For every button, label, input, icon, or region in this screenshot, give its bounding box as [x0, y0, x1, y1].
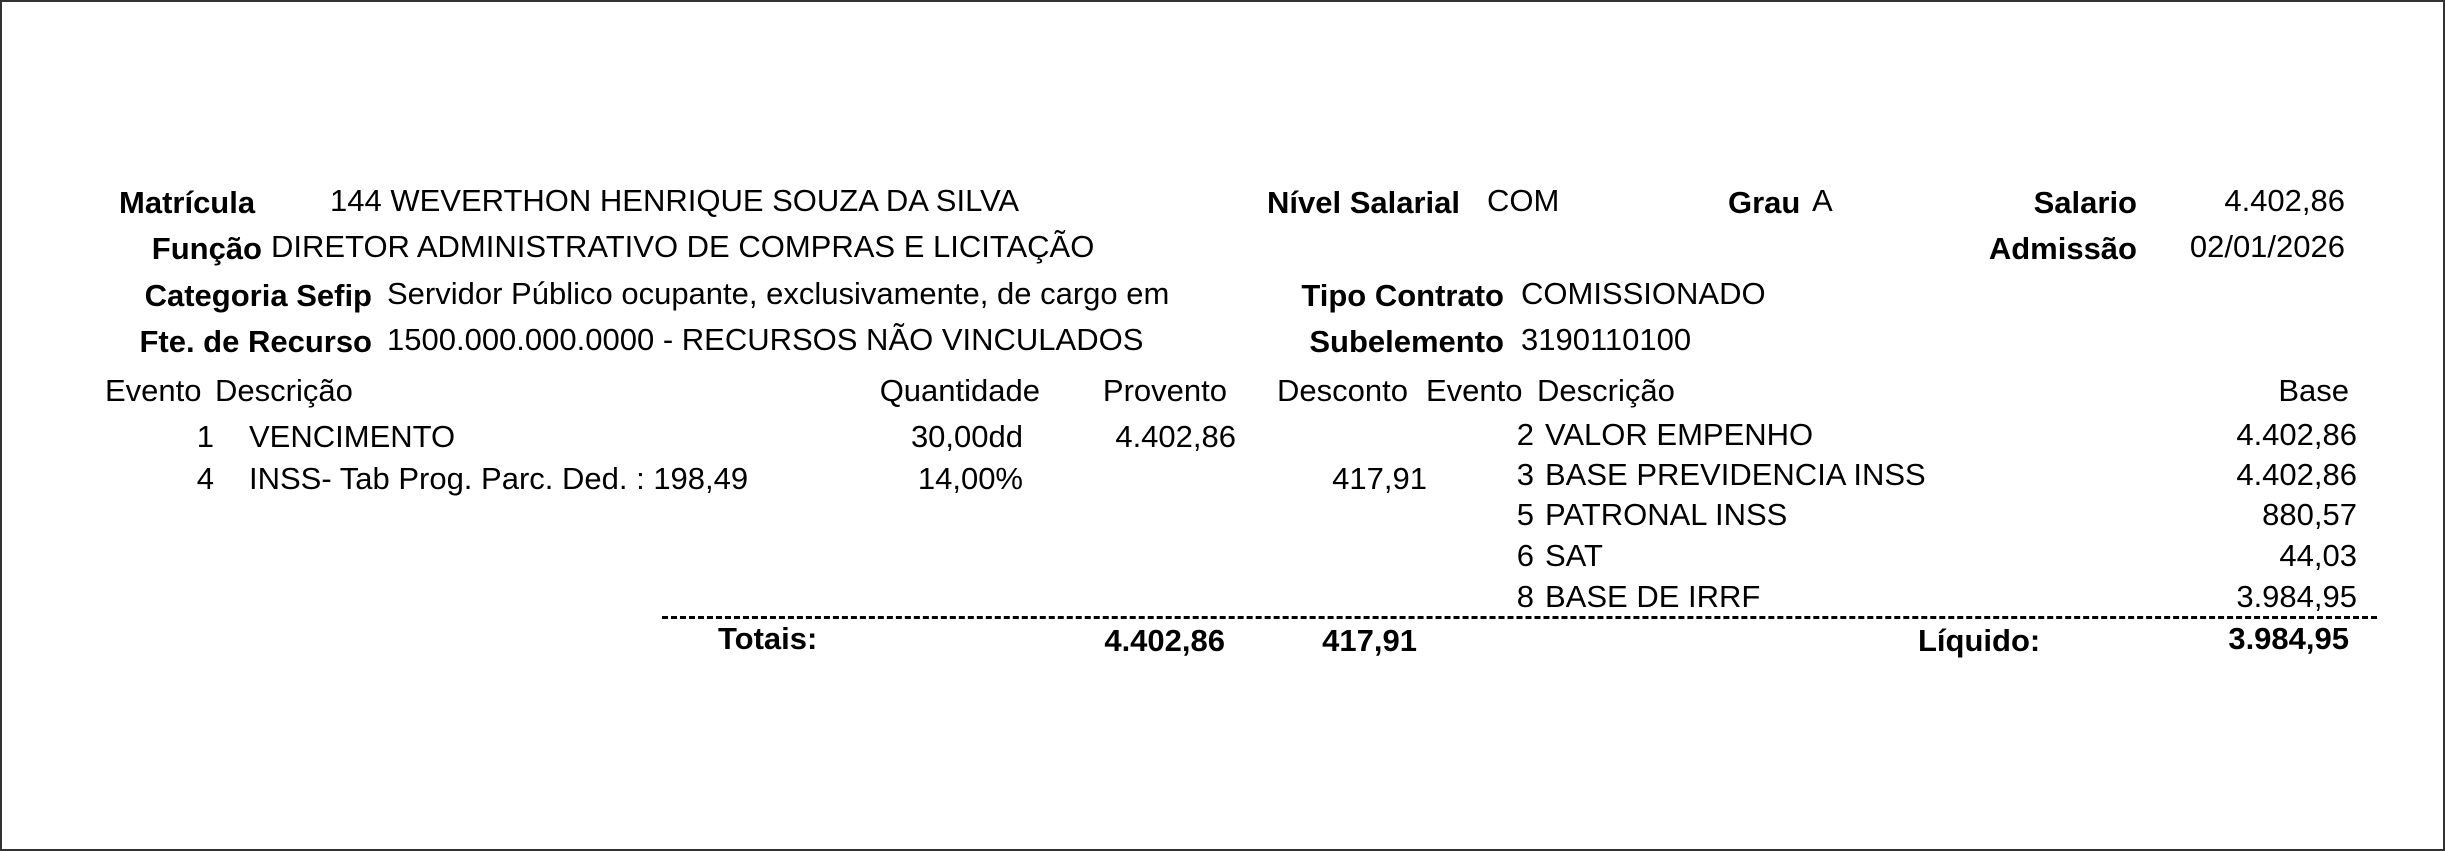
fonte-recurso-label: Fte. de Recurso — [139, 324, 372, 359]
col-evento-base: Evento — [1426, 373, 1523, 408]
matricula-value: 144 WEVERTHON HENRIQUE SOUZA DA SILVA — [330, 183, 1020, 218]
base-code: 2 — [1516, 417, 1534, 452]
event-code: 4 — [196, 461, 214, 496]
funcao-value: DIRETOR ADMINISTRATIVO DE COMPRAS E LICITAÇÃO — [271, 229, 1095, 264]
tipo-contrato-value: COMISSIONADO — [1521, 276, 1766, 311]
tipo-contrato-label: Tipo Contrato — [1301, 278, 1504, 313]
col-base: Base — [2278, 373, 2349, 408]
base-code: 8 — [1516, 579, 1534, 614]
col-desconto: Desconto — [1277, 373, 1408, 408]
salario-value: 4.402,86 — [2224, 183, 2345, 218]
event-code: 1 — [196, 419, 214, 454]
col-quantidade: Quantidade — [879, 373, 1040, 408]
base-value: 4.402,86 — [2236, 457, 2357, 492]
fonte-recurso-value: 1500.000.000.0000 - RECURSOS NÃO VINCULADOS — [387, 322, 1144, 357]
liquido-value: 3.984,95 — [2228, 621, 2349, 656]
base-value: 44,03 — [2279, 538, 2357, 573]
nivel-salarial-value: COM — [1487, 183, 1560, 218]
col-descricao-base: Descrição — [1537, 373, 1675, 408]
totals-label: Totais: — [718, 621, 818, 656]
base-description: BASE DE IRRF — [1545, 579, 1761, 614]
event-description: VENCIMENTO — [249, 419, 456, 454]
event-quantity: 14,00% — [917, 461, 1023, 496]
base-code: 3 — [1516, 457, 1534, 492]
matricula-label: Matrícula — [119, 185, 256, 220]
base-description: VALOR EMPENHO — [1545, 417, 1814, 452]
event-provento: 4.402,86 — [1115, 419, 1236, 454]
funcao-label: Função — [151, 231, 262, 266]
base-description: PATRONAL INSS — [1545, 497, 1788, 532]
salario-label: Salario — [2033, 185, 2137, 220]
base-description: BASE PREVIDENCIA INSS — [1545, 457, 1926, 492]
col-evento: Evento — [105, 373, 202, 408]
subelemento-value: 3190110100 — [1521, 322, 1692, 357]
base-code: 6 — [1516, 538, 1534, 573]
base-description: SAT — [1545, 538, 1603, 573]
totals-desconto: 417,91 — [1322, 623, 1417, 658]
base-value: 4.402,86 — [2236, 417, 2357, 452]
col-descricao: Descrição — [215, 373, 353, 408]
totals-provento: 4.402,86 — [1104, 623, 1225, 658]
grau-value: A — [1812, 183, 1833, 218]
categoria-sefip-label: Categoria Sefip — [144, 278, 372, 313]
admissao-value: 02/01/2026 — [2189, 229, 2345, 264]
grau-label: Grau — [1728, 185, 1801, 220]
event-quantity: 30,00dd — [910, 419, 1023, 454]
subelemento-label: Subelemento — [1309, 324, 1504, 359]
base-value: 880,57 — [2262, 497, 2357, 532]
categoria-sefip-value: Servidor Público ocupante, exclusivamente, de cargo em — [387, 276, 1170, 311]
admissao-label: Admissão — [1988, 231, 2137, 266]
event-desconto: 417,91 — [1332, 461, 1427, 496]
base-value: 3.984,95 — [2236, 579, 2357, 614]
col-provento: Provento — [1102, 373, 1227, 408]
event-description: INSS- Tab Prog. Parc. Ded. : 198,49 — [249, 461, 749, 496]
base-code: 5 — [1516, 497, 1534, 532]
totals-separator — [662, 616, 2377, 619]
liquido-label: Líquido: — [1918, 623, 2041, 658]
nivel-salarial-label: Nível Salarial — [1267, 185, 1461, 220]
